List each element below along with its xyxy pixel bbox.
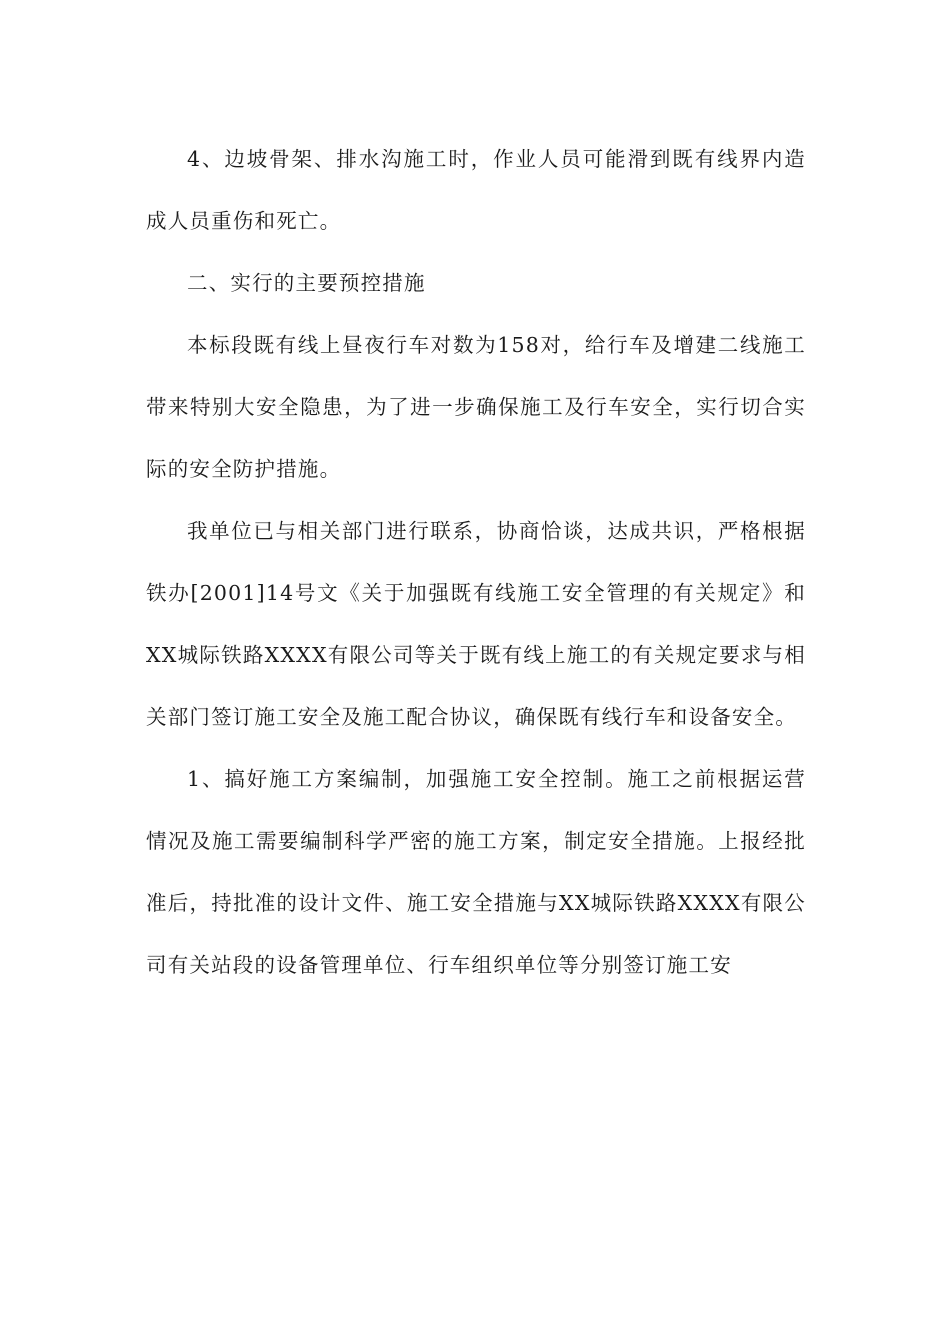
paragraph-train-pairs: 本标段既有线上昼夜行车对数为158对，给行车及增建二线施工带来特别大安全隐患，为了进一步确保施工及行车安全，实行切合实际的安全防护措施。 <box>146 333 806 481</box>
paragraph-measure-1: 1、搞好施工方案编制，加强施工安全控制。施工之前根据运营情况及施工需要编制科学严密的施工方案，制定安全措施。上报经批准后，持批准的设计文件、施工安全措施与XX城际铁路XXXX有限公司有关站段的设备管理单位、行车组织单位等分别签订施工安 <box>146 767 806 977</box>
paragraph-hazard-4: 4、边坡骨架、排水沟施工时，作业人员可能滑到既有线界内造成人员重伤和死亡。 <box>146 147 806 233</box>
section-heading-measures: 二、实行的主要预控措施 <box>187 271 426 295</box>
paragraph-coordination: 我单位已与相关部门进行联系，协商恰谈，达成共识，严格根据铁办[2001]14号文《关于加强既有线施工安全管理的有关规定》和XX城际铁路XXXX有限公司等关于既有线上施工的有关规定要求与相关部门签订施工安全及施工配合协议，确保既有线行车和设备安全。 <box>146 519 806 729</box>
document-body <box>146 128 806 996</box>
